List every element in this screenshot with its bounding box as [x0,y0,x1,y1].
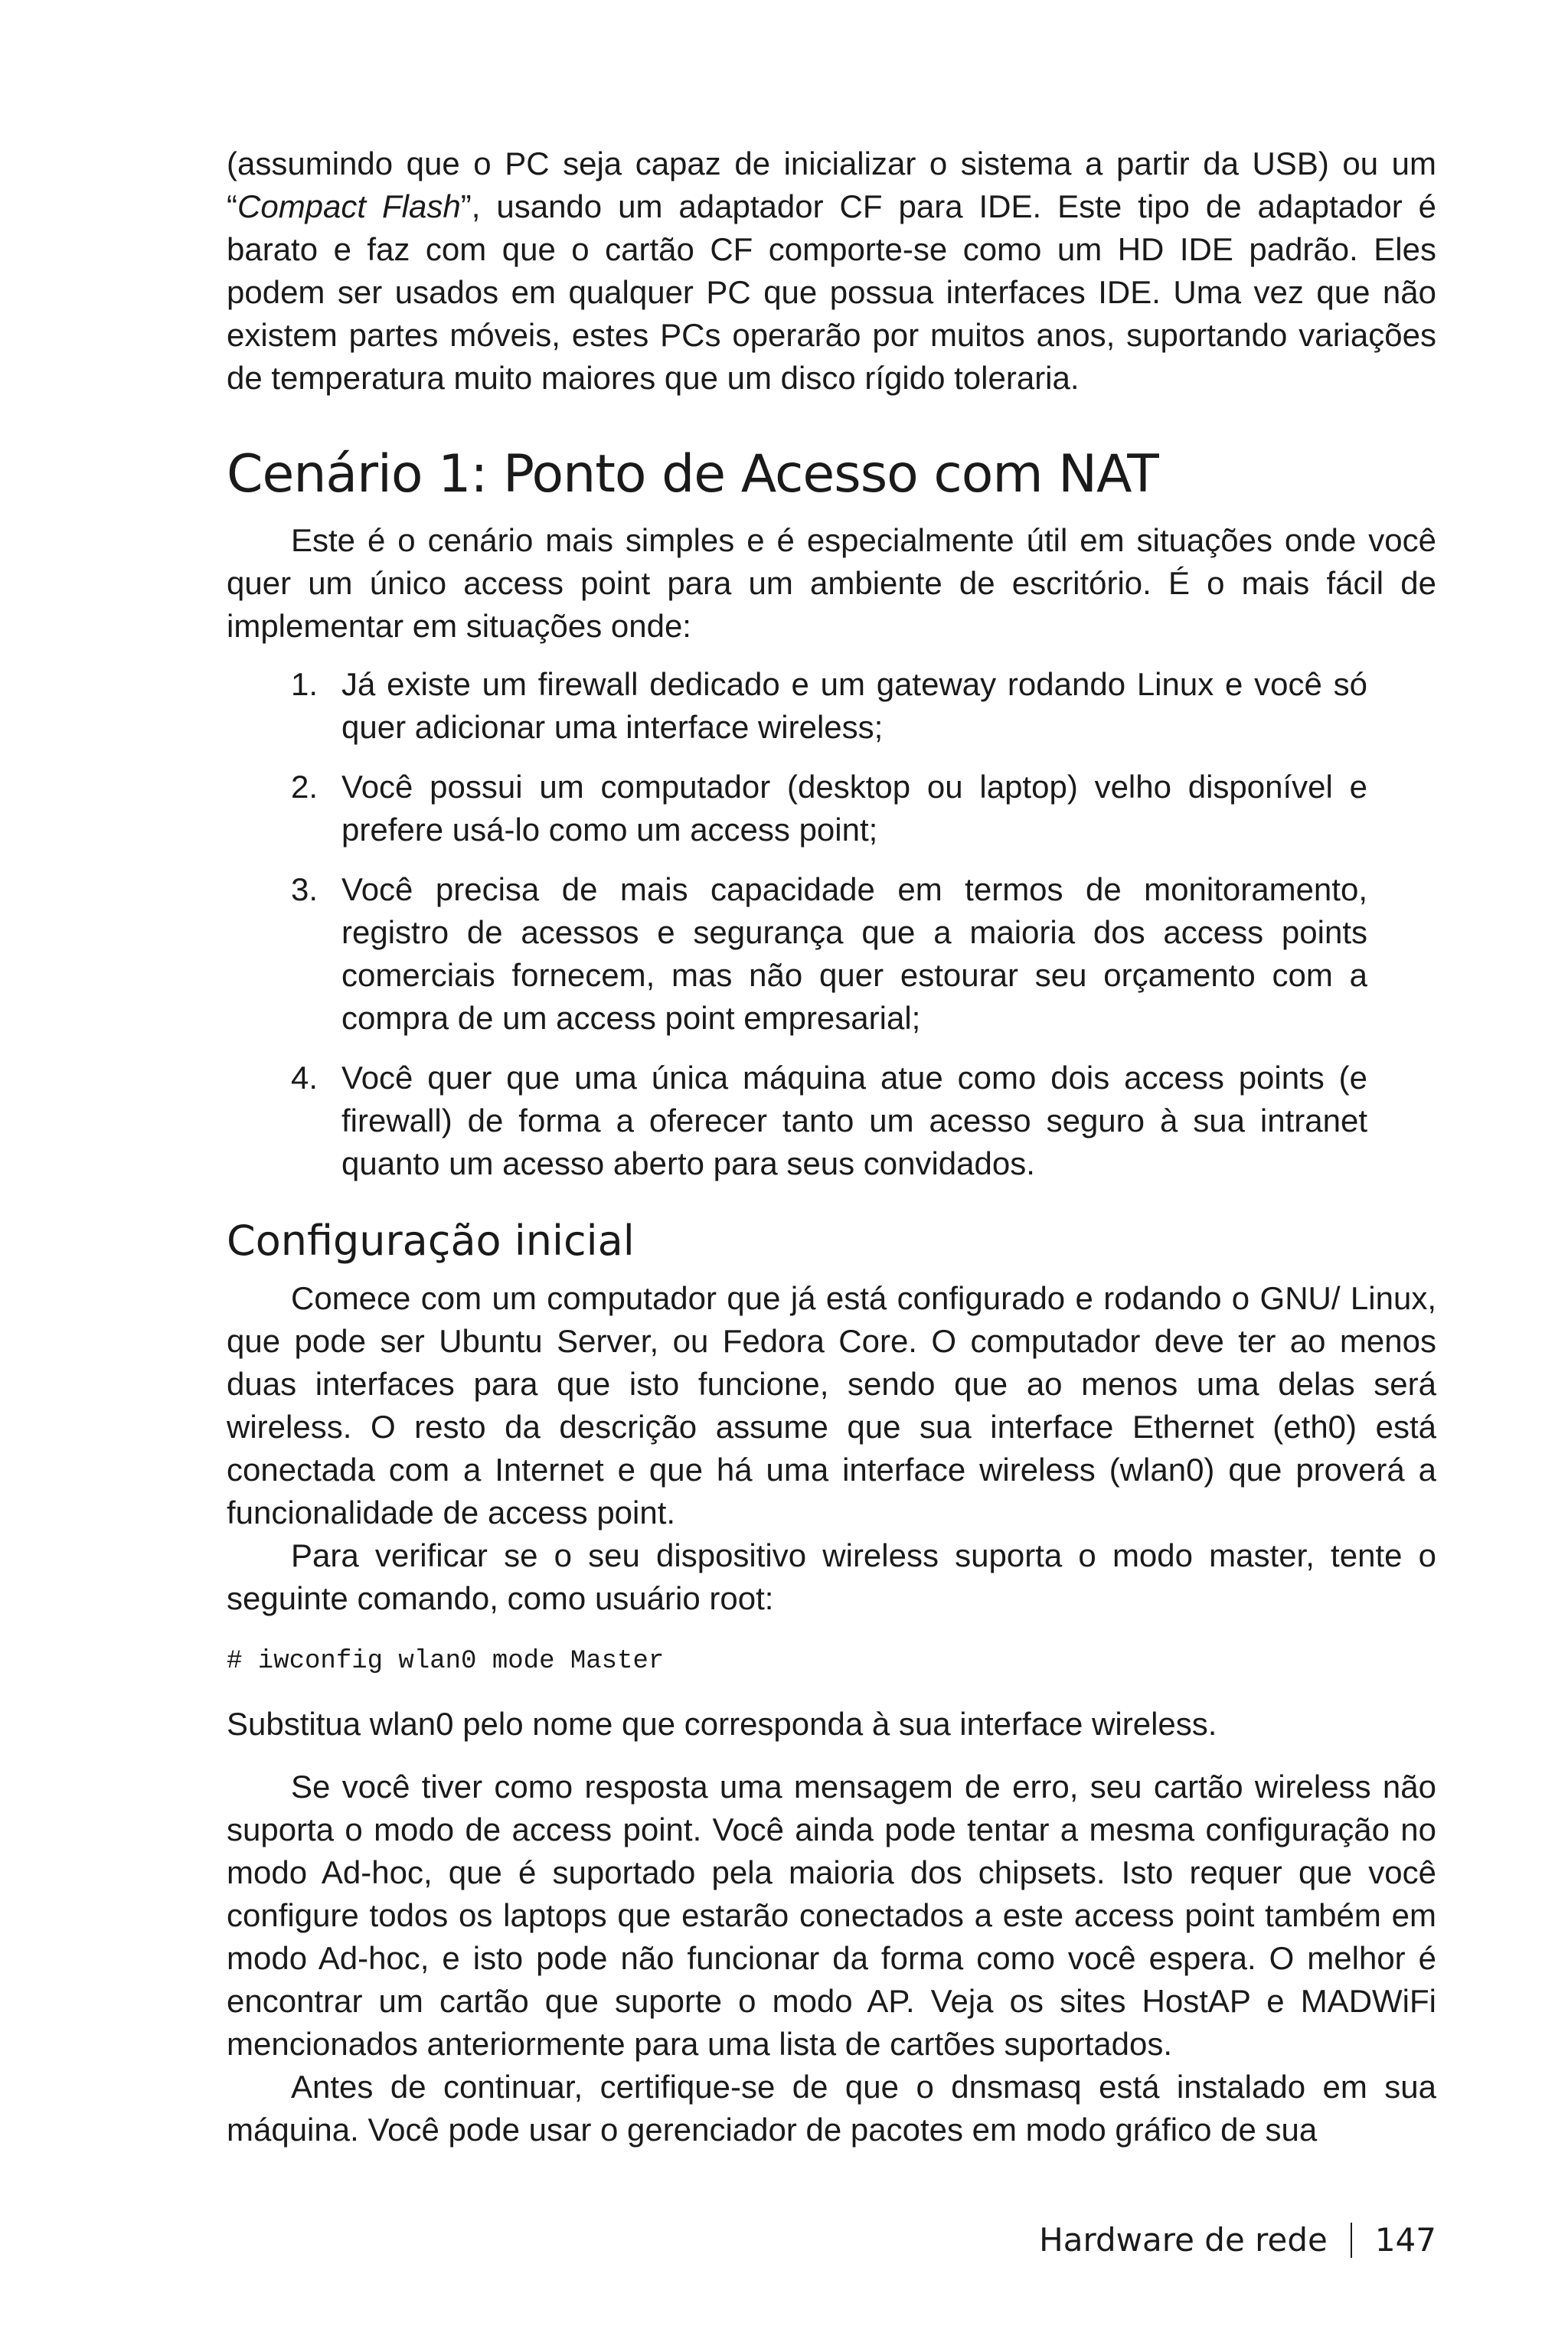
command-code-block: # iwconfig wlan0 mode Master [227,1647,665,1676]
compact-flash-term: Compact Flash [237,188,461,224]
config-paragraph-2: Para verificar se o seu dispositivo wireless suporta o modo master, tente o seguinte comando, como usuário root: [227,1537,1436,1616]
config-paragraph-1: Comece com um computador que já está configurado e rodando o GNU/ Linux, que pode ser Ubuntu Server, ou Fedora Core. O computador deve ter ao menos duas interfaces para que isto funcione, sendo que ao menos uma delas será wireless. O resto da descrição assume que sua interface Ethernet (eth0) está conectada com a Internet e que há uma interface wireless (wlan0) que proverá a funcionalidade de access point. [227,1280,1436,1530]
list-number: 2. [291,769,318,805]
list-number: 4. [291,1060,318,1096]
page-footer [1039,2219,1436,2262]
config-paragraph-5: Antes de continuar, certifique-se de que o dnsmasq está instalado em sua máquina. Você pode usar o gerenciador de pacotes em modo gráfico de sua [227,2069,1436,2148]
list-item [227,1057,1367,1185]
text-column [227,142,1436,2151]
config-paragraph-3: Substitua wlan0 pelo nome que corresponda à sua interface wireless. [227,1706,1217,1742]
subsection-heading-initial-config: Configuração inicial [227,1217,635,1265]
list-item [227,868,1367,1040]
scenario-paragraph: Este é o cenário mais simples e é especialmente útil em situações onde você quer um único access point para um ambiente de escritório. É o mais fácil de implementar em situações onde: [227,522,1436,644]
list-item-text: Você quer que uma única máquina atue como dois access points (e firewall) de forma a oferecer tanto um acesso seguro à sua intranet quanto um acesso aberto para seus convidados. [341,1060,1367,1181]
list-item-text: Você possui um computador (desktop ou laptop) velho disponível e prefere usá-lo como um access point; [341,769,1367,848]
intro-paragraph: (assumindo que o PC seja capaz de inicializar o sistema a partir da USB) ou um “Compact Flash”, usando um adaptador CF para IDE. Este tipo de adaptador é barato e faz com que o cartão CF comporte-se como um HD IDE padrão. Eles podem ser usados em qualquer PC que possua interfaces IDE. Uma vez que não existem partes móveis, estes PCs operarão por muitos anos, suportando variações de temperatura muito maiores que um disco rígido toleraria. [227,145,1436,396]
list-item-text: Já existe um firewall dedicado e um gateway rodando Linux e você só quer adicionar uma interface wireless; [341,666,1367,745]
list-item [227,766,1367,851]
list-number: 3. [291,871,318,907]
scenario-list [227,663,1436,1185]
list-number: 1. [291,666,318,702]
list-item-text: Você precisa de mais capacidade em termos de monitoramento, registro de acessos e segurança que a maioria dos access points comerciais fornecem, mas não quer estourar seu orçamento com a compra de um access point empresarial; [341,871,1367,1036]
config-paragraph-4: Se você tiver como resposta uma mensagem de erro, seu cartão wireless não suporta o modo de access point. Você ainda pode tentar a mesma configuração no modo Ad-hoc, que é suportado pela maioria dos chipsets. Isto requer que você configure todos os laptops que estarão conectados a este access point também em modo Ad-hoc, e isto pode não funcionar da forma como você espera. O melhor é encontrar um cartão que suporte o modo AP. Veja os sites HostAP e MADWiFi mencionados anteriormente para uma lista de cartões suportados. [227,1769,1436,2062]
list-item [227,663,1367,749]
page-number: 147 [1374,2221,1436,2259]
running-chapter-title: Hardware de rede [1039,2221,1328,2259]
section-heading-scenario-1: Cenário 1: Ponto de Acesso com NAT [227,444,1158,505]
footer-divider [1351,2223,1352,2258]
